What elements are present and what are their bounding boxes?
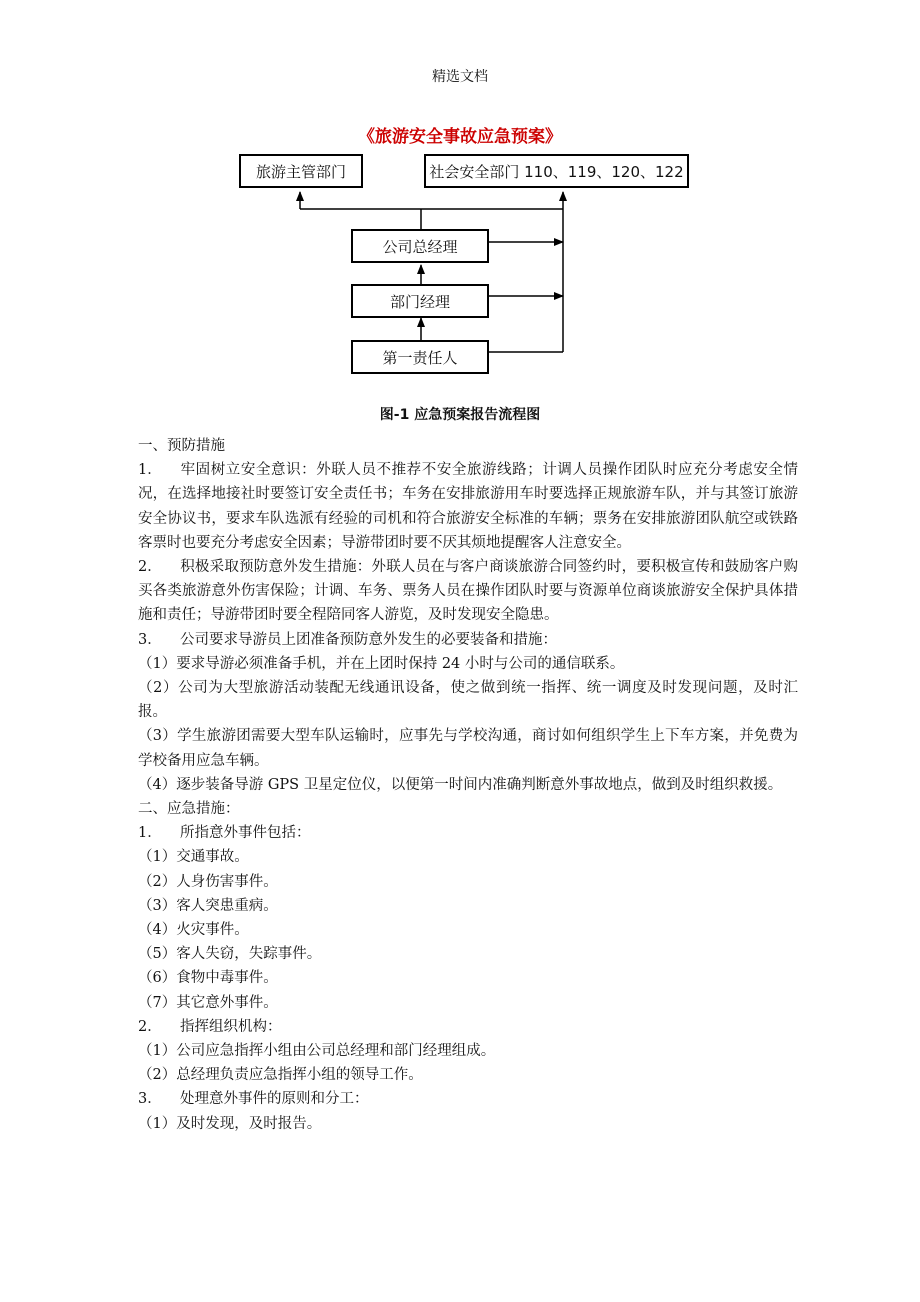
- sub-item: （1）公司应急指挥小组由公司总经理和部门经理组成。: [138, 1043, 496, 1060]
- sub-item: （2）公司为大型旅游活动装配无线通讯设备，使之做到统一指挥、统一调度及时发现问题，及时汇报。: [138, 680, 798, 721]
- sub-item: （2）人身伤害事件。: [138, 873, 278, 890]
- item-text: 积极采取预防意外发生措施：外联人员在与客户商谈旅游合同签约时，要积极宣传和鼓励客户购买各类旅游意外伤害保险；计调、车务、票务人员在操作团队时要与资源单位商谈旅游安全保护具体措施和责任；导游带团时要全程陪同客人游览，及时发现安全隐患。: [138, 559, 798, 624]
- document-body: [138, 434, 798, 1136]
- list-item: [138, 821, 798, 845]
- sub-item: （7）其它意外事件。: [138, 994, 278, 1011]
- box-general-manager: 公司总经理: [351, 229, 489, 263]
- box-dept-manager: 部门经理: [351, 284, 489, 318]
- item-number: 1．: [138, 462, 162, 479]
- item-text: 指挥组织机构：: [180, 1018, 282, 1035]
- list-item: [138, 1015, 798, 1039]
- item-text: 处理意外事件的原则和分工：: [180, 1091, 369, 1108]
- section-heading: 一、预防措施: [138, 438, 225, 454]
- list-item: [138, 1087, 798, 1111]
- sub-item: （3）客人突患重病。: [138, 897, 278, 914]
- item-text: 牢固树立安全意识：外联人员不推荐不安全旅游线路；计调人员操作团队时应充分考虑安全情况，在选择地接社时要签订安全责任书；车务在安排旅游用车时要选择正规旅游车队，并与其签订旅游安全协议书，要求车队选派有经验的司机和符合旅游安全标准的车辆；票务在安排旅游团队航空或铁路客票时也要充分考虑安全因素；导游带团时要不厌其烦地提醒客人注意安全。: [138, 462, 798, 551]
- item-number: 2．: [138, 559, 162, 576]
- sub-item: （2）总经理负责应急指挥小组的领导工作。: [138, 1067, 423, 1084]
- sub-item: （4）火灾事件。: [138, 922, 249, 939]
- list-item: [138, 555, 798, 628]
- box-social-security: 社会安全部门 110、119、120、122: [424, 154, 689, 188]
- box-first-responsible: 第一责任人: [351, 340, 489, 374]
- section-heading: 二、应急措施：: [138, 801, 240, 818]
- document-title: 《旅游安全事故应急预案》: [358, 127, 562, 147]
- flowchart-caption: 图-1 应急预案报告流程图: [379, 407, 541, 423]
- list-item: [138, 458, 798, 555]
- list-item: [138, 628, 798, 652]
- item-number: 2．: [138, 1018, 162, 1035]
- item-number: 3．: [138, 631, 162, 648]
- box-tourism-authority: 旅游主管部门: [239, 154, 363, 188]
- sub-item: （5）客人失窃，失踪事件。: [138, 946, 322, 963]
- sub-item: （6）食物中毒事件。: [138, 970, 278, 987]
- sub-item: （3）学生旅游团需要大型车队运输时，应事先与学校沟通，商讨如何组织学生上下车方案，并免费为学校备用应急车辆。: [138, 728, 798, 769]
- sub-item: （1）交通事故。: [138, 849, 249, 866]
- sub-item: （4）逐步装备导游 GPS 卫星定位仪，以便第一时间内准确判断意外事故地点，做到及时组织救援。: [138, 776, 783, 793]
- item-text: 公司要求导游员上团准备预防意外发生的必要装备和措施：: [180, 631, 557, 648]
- sub-item: （1）要求导游必须准备手机，并在上团时保持 24 小时与公司的通信联系。: [138, 655, 625, 672]
- page-header: 精选文档: [432, 69, 488, 85]
- item-number: 1．: [138, 825, 162, 842]
- item-text: 所指意外事件包括：: [180, 825, 311, 842]
- sub-item: （1）及时发现，及时报告。: [138, 1115, 322, 1132]
- item-number: 3．: [138, 1091, 162, 1108]
